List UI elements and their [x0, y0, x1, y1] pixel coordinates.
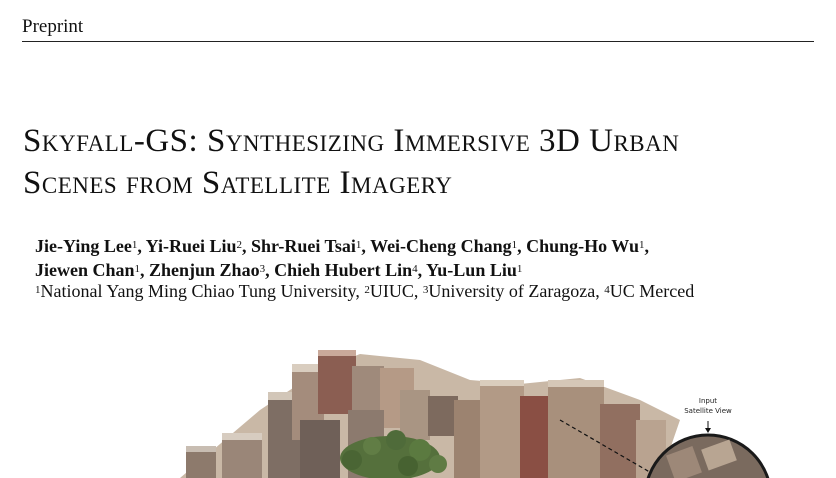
tree — [429, 455, 447, 473]
title-word: Urban — [589, 123, 680, 159]
label-line: Input — [698, 397, 718, 405]
author-affiliation: 2 — [236, 239, 242, 251]
building — [454, 400, 484, 478]
author-list: Jie-Ying Lee$^1$, Yi-Ruei Liu$^2$, Shr-Ruei Tsai$^1$, Wei-Cheng Chang$^1$, Chung-Ho Wu$^1$, Jiewen Chan$^1$, Zhenjun Zhao$^3$, Chieh Hubert Lin$^4$, Yu-Lun Liu$^1$ — [35, 236, 649, 280]
author-affiliation: 1 — [516, 263, 523, 275]
title-word: Synthesizing — [206, 123, 394, 159]
tree — [398, 456, 418, 476]
header-rule — [22, 41, 814, 42]
title-word: Satellite — [201, 165, 340, 201]
title-word: Skyfall-GS: — [23, 123, 207, 159]
building — [186, 450, 216, 478]
satellite-view-label — [673, 396, 743, 416]
affiliation-name: UIUC — [369, 281, 414, 301]
building — [318, 350, 356, 356]
title-word: Scenes — [23, 165, 126, 201]
building — [222, 438, 262, 478]
author-affiliation: 1 — [511, 239, 518, 251]
running-header: Preprint — [22, 16, 84, 37]
title-word: from — [125, 165, 202, 201]
label-line: Satellite View — [684, 407, 732, 415]
label-arrow-head — [705, 428, 711, 433]
paper-title — [23, 120, 823, 204]
affiliation-number: 3 — [422, 284, 429, 296]
affiliation-name: UC Merced — [609, 281, 695, 301]
author-name: Chung-Ho Wu — [526, 236, 639, 256]
building — [548, 386, 604, 478]
author-name: Yu-Lun Liu — [425, 260, 517, 280]
building — [400, 390, 430, 440]
author-affiliation: 4 — [412, 263, 418, 275]
building — [428, 396, 458, 436]
affiliation-number: 2 — [364, 284, 370, 296]
building — [222, 433, 262, 440]
title-word: 3D — [539, 123, 590, 159]
author-affiliation: 1 — [134, 263, 141, 275]
author-name: Zhenjun Zhao — [149, 260, 260, 280]
affiliation-list: $^1$National Yang Ming Chiao Tung University, $^2$UIUC, $^3$University of Zaragoza, $^4$UC Merced — [35, 281, 695, 301]
author-name: Jie-Ying Lee — [35, 236, 132, 256]
building — [480, 384, 524, 478]
title-word: Immersive — [393, 123, 540, 159]
tree — [363, 437, 381, 455]
building — [300, 420, 340, 478]
affiliation-name: University of Zaragoza — [428, 281, 596, 301]
affiliation-number: 1 — [35, 284, 41, 296]
author-name: Jiewen Chan — [35, 260, 135, 280]
tree — [386, 430, 406, 450]
building — [186, 446, 216, 452]
author-affiliation: 3 — [259, 263, 266, 275]
building — [480, 380, 524, 386]
author-affiliation: 1 — [131, 239, 138, 251]
author-name: Shr-Ruei Tsai — [251, 236, 356, 256]
building — [600, 404, 640, 478]
tree — [342, 450, 362, 470]
author-affiliation: 1 — [638, 239, 645, 251]
affiliation-number: 4 — [604, 284, 610, 296]
author-name: Chieh Hubert Lin — [274, 260, 413, 280]
author-name: Wei-Cheng Chang — [370, 236, 512, 256]
author-affiliation: 1 — [355, 239, 362, 251]
building — [548, 380, 604, 387]
affiliation-name: National Yang Ming Chiao Tung University — [40, 281, 356, 301]
building — [318, 354, 356, 414]
title-word: Imagery — [339, 165, 453, 201]
author-name: Yi-Ruei Liu — [145, 236, 237, 256]
building — [520, 396, 552, 478]
